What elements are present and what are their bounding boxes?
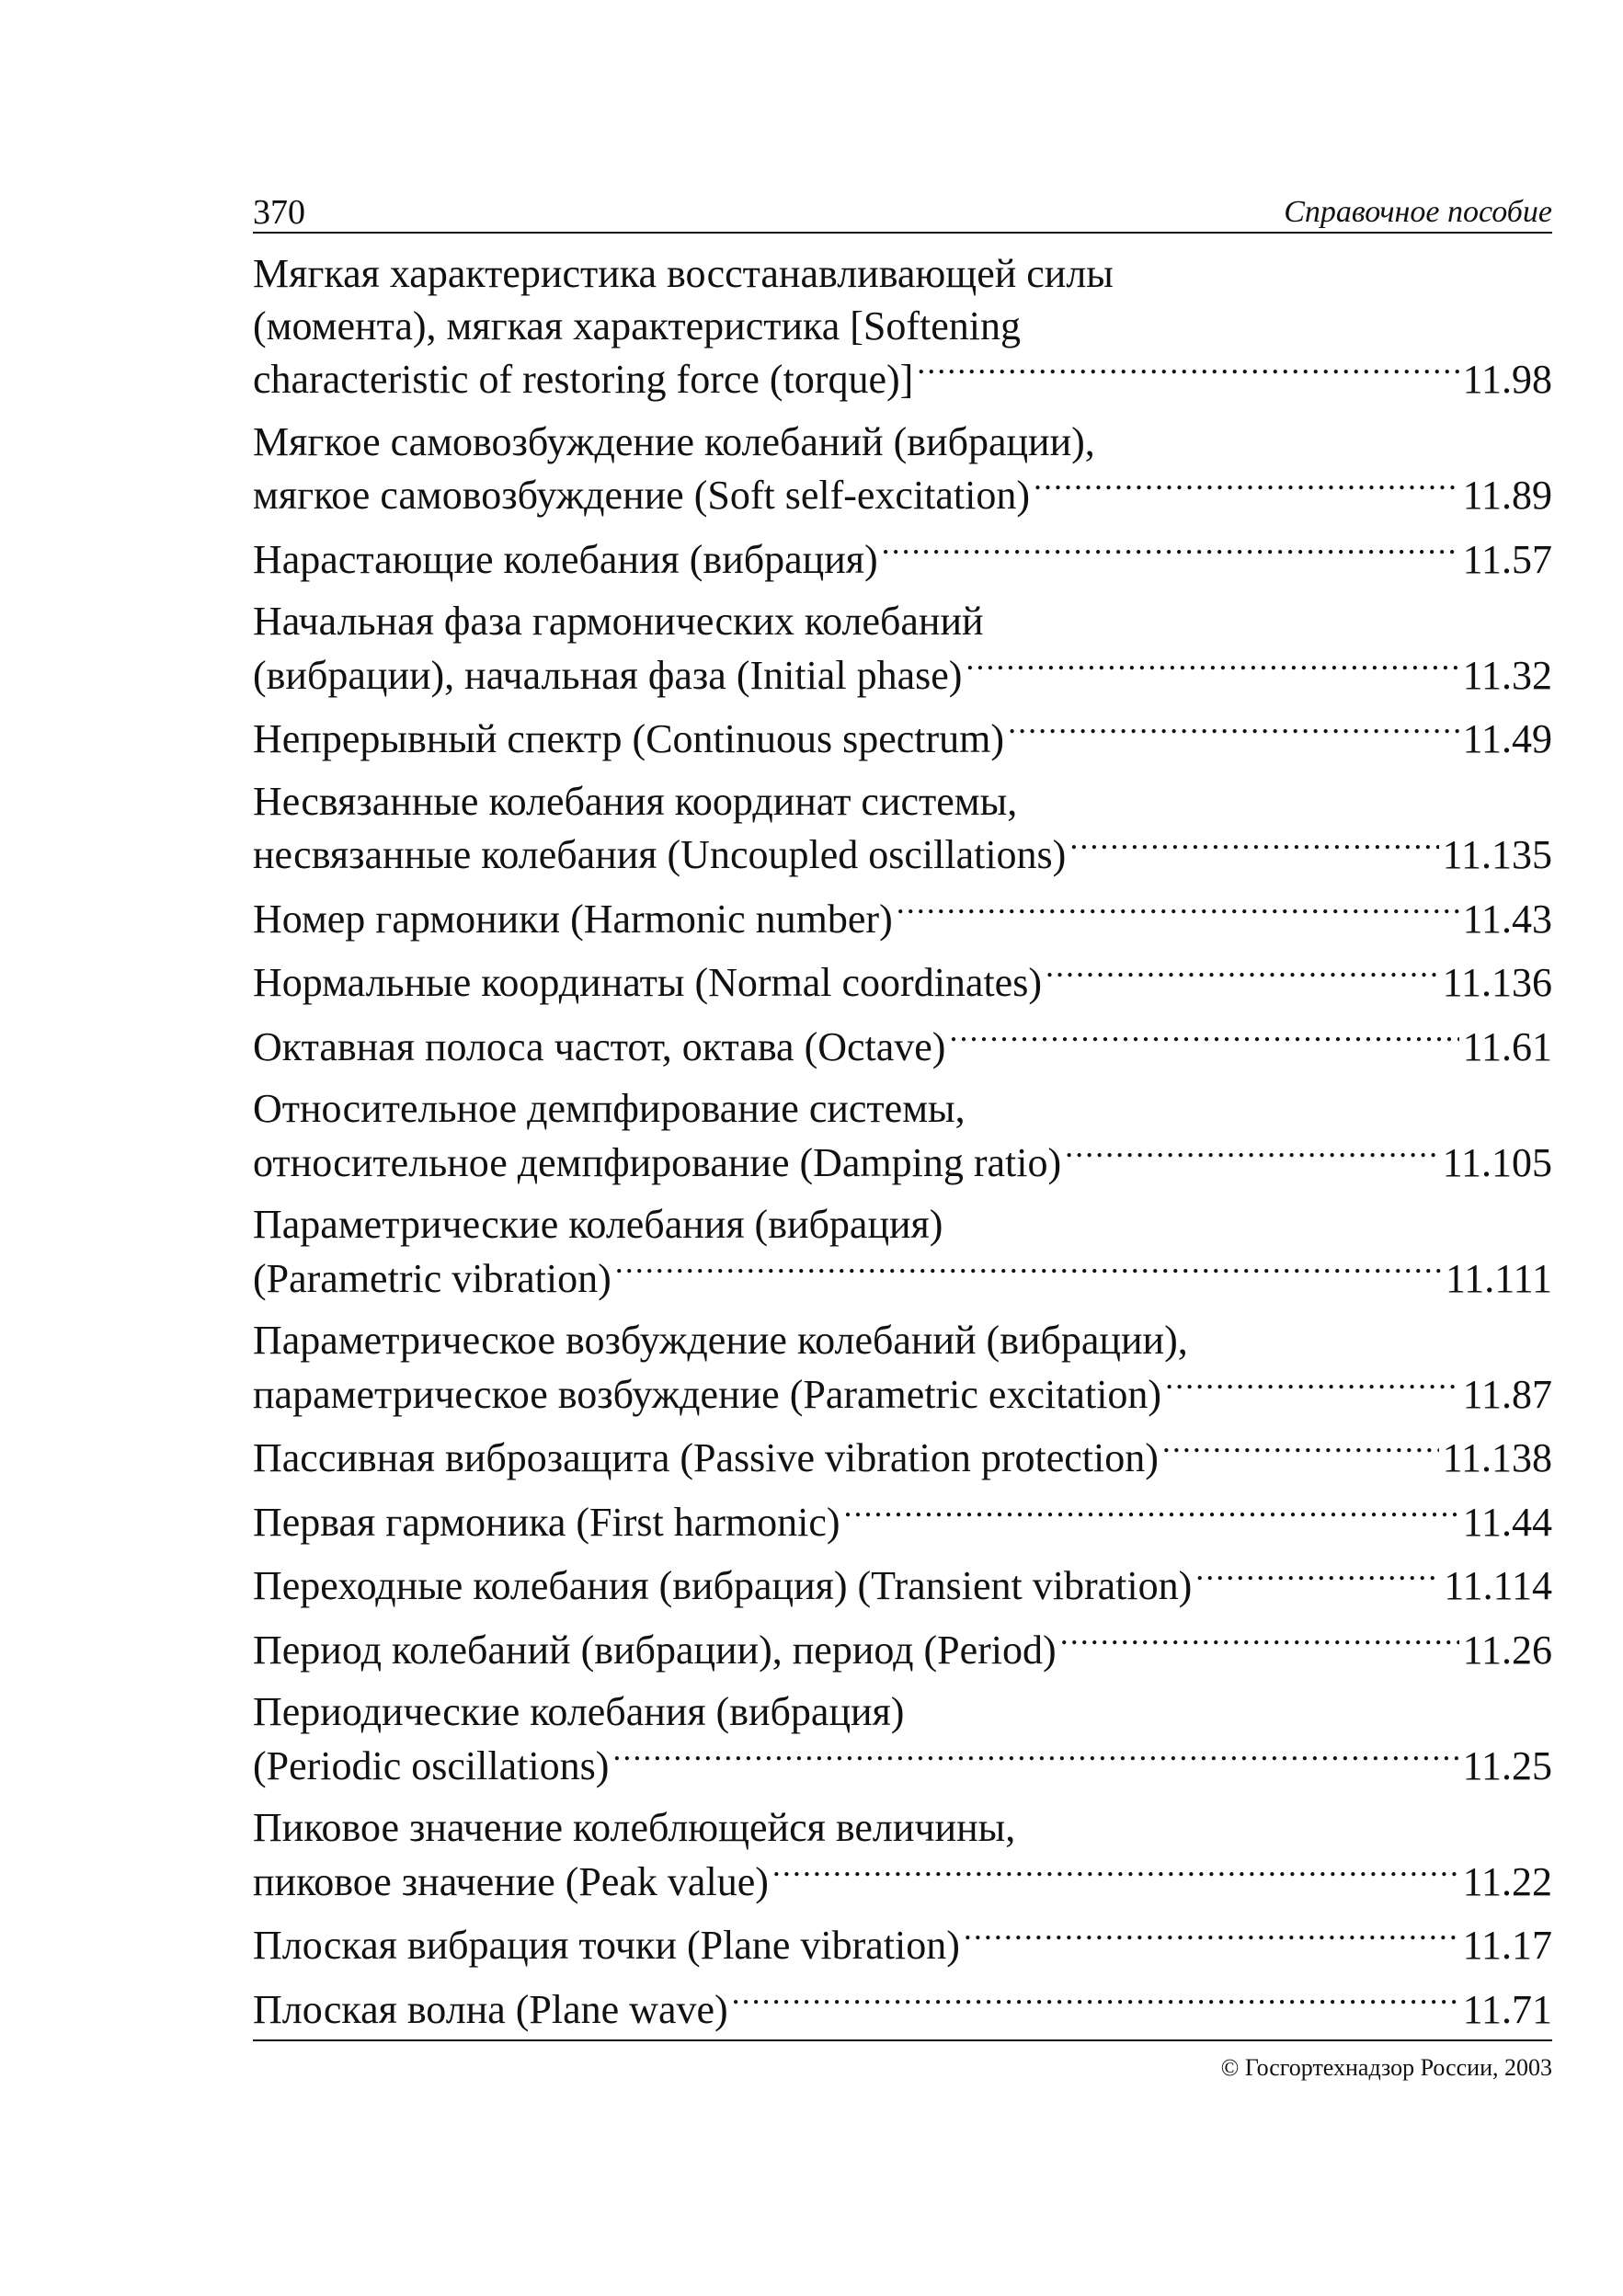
index-entry-term: (Periodic oscillations): [253, 1742, 610, 1788]
dot-leader: [1065, 1136, 1438, 1176]
glossary-index-list: [253, 248, 1552, 2046]
section-reference: 11.111: [1445, 1255, 1552, 1301]
section-reference: 11.136: [1442, 960, 1552, 1005]
index-entry-last-line: [253, 1982, 1552, 2037]
index-entry-last-line: [253, 1431, 1552, 1485]
running-title: Справочное пособие: [1284, 195, 1552, 229]
dot-leader: [966, 648, 1458, 689]
index-entry: [253, 1559, 1552, 1623]
index-entry-term-line: (момента), мягкая характеристика [Softening: [253, 303, 1022, 348]
index-entry-term: несвязанные колебания (Uncoupled oscillations): [253, 832, 1067, 877]
index-entry-term: пиковое значение (Peak value): [253, 1858, 769, 1904]
index-entry-term: Плоская волна (Plane wave): [253, 1986, 728, 2032]
index-entry-term: мягкое самовозбуждение (Soft self-excitation): [253, 473, 1031, 518]
index-entry-term-line: Мягкая характеристика восстанавливающей силы: [253, 251, 1114, 296]
index-entry: [253, 1686, 1552, 1802]
dot-leader: [612, 1739, 1458, 1779]
dot-leader: [732, 1982, 1459, 2023]
dot-leader: [772, 1855, 1459, 1895]
dot-leader: [1046, 955, 1439, 996]
index-entry-last-line: [253, 468, 1552, 522]
index-entry-term: Плоская вибрация точки (Plane vibration): [253, 1923, 960, 1968]
index-entry-term-line: Несвязанные колебания координат системы,: [253, 778, 1018, 824]
section-reference: 11.49: [1462, 716, 1552, 761]
index-entry-term: Номер гармоники (Harmonic number): [253, 896, 893, 942]
document-page: [253, 184, 1552, 2046]
index-entry-term: параметрическое возбуждение (Parametric excitation): [253, 1371, 1162, 1417]
index-entry-last-line: [253, 648, 1552, 703]
dot-leader: [1008, 712, 1459, 752]
footer-divider: [253, 2039, 1552, 2041]
index-entry-term-line: Пиковое значение колеблющейся величины,: [253, 1805, 1016, 1850]
index-entry: [253, 1315, 1552, 1431]
index-entry-last-line: [253, 892, 1552, 946]
page-number: 370: [253, 193, 305, 232]
index-entry: [253, 1495, 1552, 1559]
index-entry: [253, 1982, 1552, 2047]
index-entry-term: Нарастающие колебания (вибрация): [253, 536, 878, 582]
index-entry: [253, 776, 1552, 892]
index-entry-term: Период колебаний (вибрации), период (Period): [253, 1627, 1057, 1673]
index-entry-term-line: Параметрическое возбуждение колебаний (вибрации),: [253, 1318, 1188, 1363]
section-reference: 11.57: [1462, 536, 1552, 582]
index-entry-last-line: [253, 352, 1552, 406]
index-entry-term-line: Параметрические колебания (вибрация): [253, 1202, 943, 1247]
index-entry-term: Нормальные координаты (Normal coordinates): [253, 960, 1042, 1005]
section-reference: 11.87: [1462, 1371, 1552, 1417]
index-entry-term: (Parametric vibration): [253, 1255, 611, 1301]
index-entry-term: относительное демпфирование (Damping ratio): [253, 1139, 1062, 1185]
section-reference: 11.32: [1462, 652, 1552, 698]
index-entry-last-line: [253, 532, 1552, 587]
index-entry: [253, 1199, 1552, 1315]
dot-leader: [615, 1251, 1442, 1292]
index-entry: [253, 1802, 1552, 1918]
index-entry-last-line: [253, 1855, 1552, 1909]
index-entry: [253, 1020, 1552, 1084]
section-reference: 11.135: [1442, 832, 1552, 877]
index-entry-last-line: [253, 1559, 1552, 1613]
index-entry: [253, 248, 1552, 417]
page-header: [253, 184, 1552, 234]
index-entry-term: (вибрации), начальная фаза (Initial phase): [253, 652, 963, 698]
section-reference: 11.114: [1444, 1563, 1552, 1608]
index-entry: [253, 532, 1552, 597]
dot-leader: [882, 532, 1459, 573]
index-entry-last-line: [253, 1739, 1552, 1793]
index-entry: [253, 596, 1552, 712]
index-entry: [253, 712, 1552, 776]
index-entry-last-line: [253, 1251, 1552, 1306]
dot-leader: [1069, 828, 1438, 868]
index-entry-term-line: Начальная фаза гармонических колебаний: [253, 599, 984, 644]
copyright-notice: © Госгортехнадзор России, 2003: [1220, 2054, 1552, 2081]
index-entry-term: Переходные колебания (вибрация) (Transient vibration): [253, 1563, 1193, 1608]
dot-leader: [917, 352, 1458, 393]
index-entry-last-line: [253, 1495, 1552, 1549]
index-entry: [253, 1623, 1552, 1687]
index-entry: [253, 955, 1552, 1020]
index-entry-last-line: [253, 1367, 1552, 1422]
section-reference: 11.26: [1462, 1627, 1552, 1673]
index-entry-last-line: [253, 1136, 1552, 1190]
index-entry-term: Октавная полоса частот, октава (Octave): [253, 1023, 946, 1069]
index-entry-term-line: Мягкое самовозбуждение колебаний (вибрации),: [253, 418, 1095, 464]
index-entry: [253, 892, 1552, 956]
index-entry: [253, 417, 1552, 532]
index-entry-term-line: Периодические колебания (вибрация): [253, 1689, 905, 1734]
dot-leader: [1060, 1623, 1459, 1663]
index-entry-term: Непрерывный спектр (Continuous spectrum): [253, 716, 1005, 761]
dot-leader: [1165, 1367, 1459, 1408]
section-reference: 11.22: [1462, 1858, 1552, 1904]
section-reference: 11.61: [1462, 1023, 1552, 1069]
section-reference: 11.71: [1462, 1986, 1552, 2032]
section-reference: 11.25: [1462, 1742, 1552, 1788]
index-entry-term-line: Относительное демпфирование системы,: [253, 1086, 966, 1131]
section-reference: 11.98: [1462, 357, 1552, 402]
section-reference: 11.44: [1462, 1499, 1552, 1545]
section-reference: 11.43: [1462, 896, 1552, 942]
index-entry-term: Первая гармоника (First harmonic): [253, 1499, 840, 1545]
index-entry-last-line: [253, 828, 1552, 882]
dot-leader: [1162, 1431, 1439, 1471]
dot-leader: [964, 1918, 1459, 1959]
index-entry-last-line: [253, 712, 1552, 766]
section-reference: 11.138: [1442, 1435, 1552, 1480]
dot-leader: [897, 892, 1459, 932]
dot-leader: [949, 1020, 1458, 1060]
index-entry: [253, 1083, 1552, 1199]
index-entry-last-line: [253, 1020, 1552, 1074]
index-entry: [253, 1431, 1552, 1495]
dot-leader: [1195, 1559, 1440, 1599]
index-entry: [253, 1918, 1552, 1982]
index-entry-last-line: [253, 1918, 1552, 1972]
dot-leader: [844, 1495, 1459, 1536]
index-entry-last-line: [253, 955, 1552, 1010]
dot-leader: [1034, 468, 1459, 508]
section-reference: 11.17: [1462, 1923, 1552, 1968]
index-entry-term: Пассивная виброзащита (Passive vibration protection): [253, 1435, 1159, 1480]
index-entry-last-line: [253, 1623, 1552, 1677]
index-entry-term: characteristic of restoring force (torque)]: [253, 357, 914, 402]
section-reference: 11.89: [1462, 473, 1552, 518]
section-reference: 11.105: [1442, 1139, 1552, 1185]
